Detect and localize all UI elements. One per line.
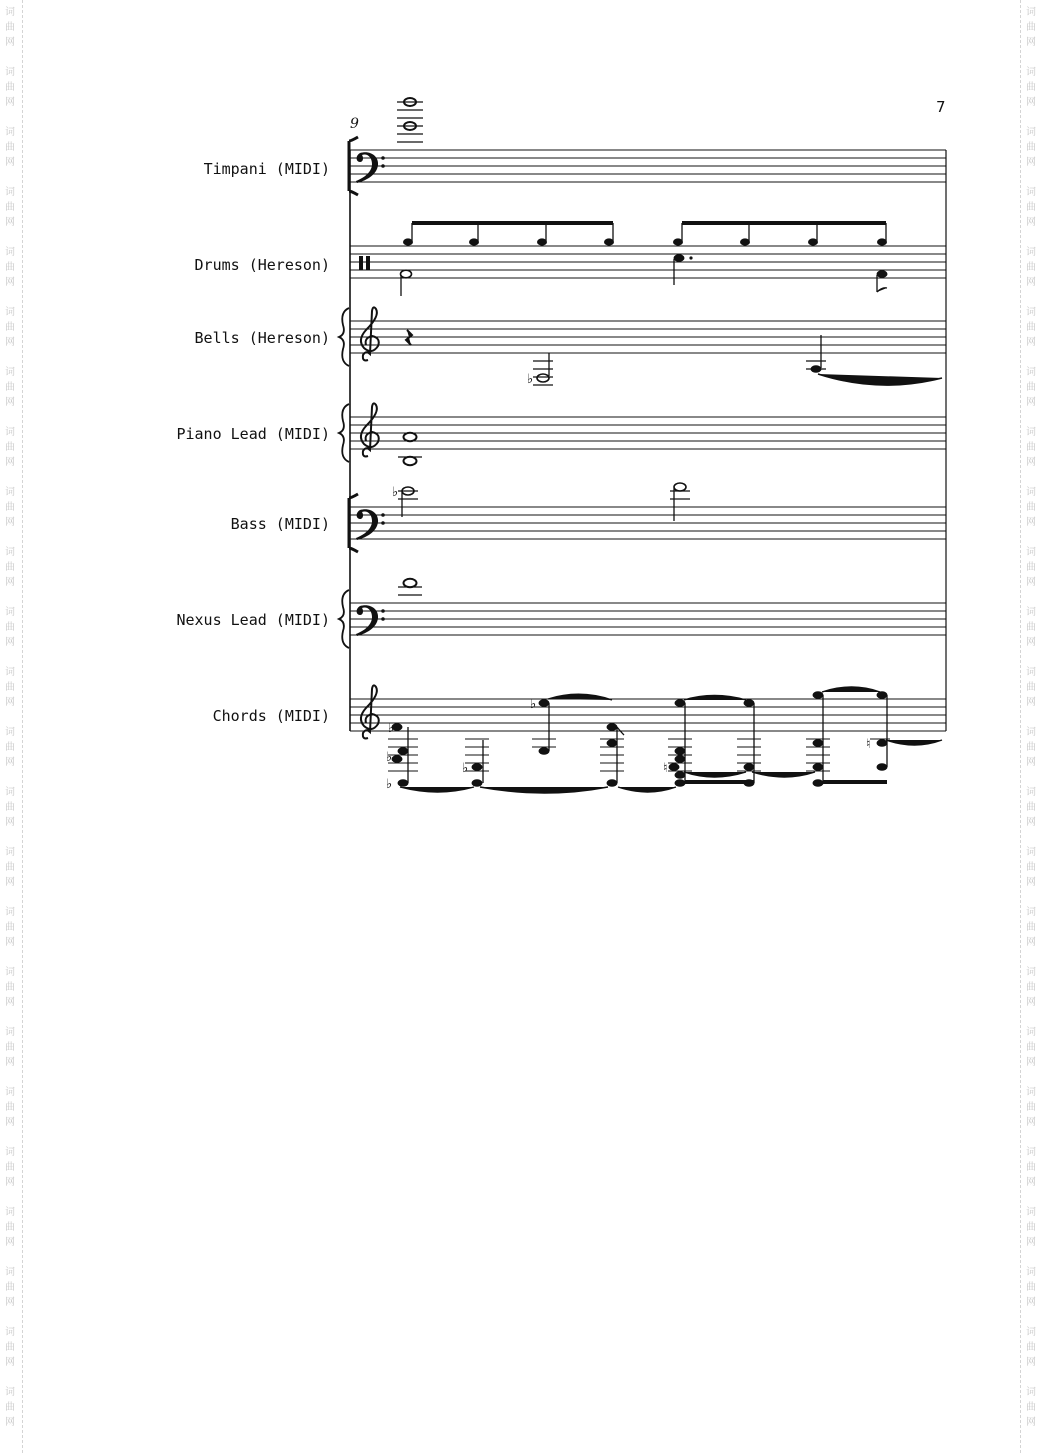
watermark-glyph: 曲 (5, 1042, 15, 1053)
watermark-glyph: 网 (1026, 157, 1036, 168)
watermark-glyph: 曲 (1026, 382, 1036, 393)
watermark-glyph: 曲 (1026, 1402, 1036, 1413)
watermark-glyph: 词 (1026, 1267, 1036, 1278)
watermark-glyph: 网 (1026, 1357, 1036, 1368)
watermark-glyph: 词 (1026, 487, 1036, 498)
bells-notes (406, 330, 942, 387)
watermark-glyph: 词 (1026, 1207, 1036, 1218)
staff-lines (350, 507, 946, 539)
watermark-glyph: 词 (5, 1087, 15, 1098)
watermark-glyph: 词 (1026, 907, 1036, 918)
watermark-glyph: 曲 (5, 922, 15, 933)
svg-text:♭: ♭ (462, 761, 469, 776)
watermark-glyph: 网 (5, 397, 15, 408)
instrument-label-bass: Bass (MIDI) (230, 515, 330, 533)
watermark-glyph: 词 (5, 187, 15, 198)
staff-chords (350, 685, 946, 793)
chords-notes (386, 687, 942, 793)
watermark-glyph: 词 (1026, 787, 1036, 798)
watermark-glyph: 词 (5, 847, 15, 858)
staff-lines (350, 321, 946, 353)
watermark-glyph: 曲 (1026, 742, 1036, 753)
watermark-glyph: 网 (5, 1057, 15, 1068)
watermark-glyph: 词 (5, 307, 15, 318)
watermark-glyph: 曲 (5, 682, 15, 693)
watermark-glyph: 网 (5, 757, 15, 768)
watermark-glyph: 曲 (5, 742, 15, 753)
svg-text:♭: ♭ (530, 697, 537, 712)
bass-clef-icon (356, 509, 385, 540)
watermark-glyph: 词 (5, 367, 15, 378)
watermark-glyph: 词 (1026, 1327, 1036, 1338)
watermark-glyph: 词 (5, 1267, 15, 1278)
watermark-glyph: 网 (5, 457, 15, 468)
page-number: 7 (936, 98, 946, 116)
watermark-glyph: 网 (1026, 1057, 1036, 1068)
percussion-clef-icon (359, 256, 370, 270)
svg-text:♭: ♭ (386, 750, 393, 765)
watermark-glyph: 曲 (5, 1162, 15, 1173)
watermark-glyph: 曲 (5, 1102, 15, 1113)
watermark-glyph: 曲 (5, 322, 15, 333)
watermark-glyph: 词 (1026, 67, 1036, 78)
watermark-glyph: 词 (5, 247, 15, 258)
treble-clef-icon (361, 307, 379, 360)
watermark-glyph: 网 (5, 1357, 15, 1368)
staff-drums (350, 221, 946, 296)
watermark-glyph: 词 (5, 1027, 15, 1038)
watermark-glyph: 网 (1026, 1417, 1036, 1428)
watermark-glyph: 曲 (5, 1222, 15, 1233)
watermark-glyph: 曲 (1026, 682, 1036, 693)
measure-number: 9 (350, 116, 359, 132)
watermark-glyph: 词 (5, 127, 15, 138)
watermark-glyph: 曲 (1026, 622, 1036, 633)
watermark-glyph: 网 (5, 1297, 15, 1308)
watermark-glyph: 网 (1026, 637, 1036, 648)
watermark-glyph: 曲 (5, 82, 15, 93)
watermark-glyph: 词 (1026, 1027, 1036, 1038)
instrument-label-nexus-lead: Nexus Lead (MIDI) (176, 611, 330, 629)
watermark-glyph: 网 (5, 277, 15, 288)
watermark-glyph: 曲 (1026, 1342, 1036, 1353)
staff-lines (350, 150, 946, 182)
watermark-glyph: 网 (1026, 937, 1036, 948)
watermark-glyph: 网 (1026, 97, 1036, 108)
watermark-glyph: 词 (1026, 847, 1036, 858)
svg-text:♭: ♭ (392, 485, 399, 500)
watermark-glyph: 网 (1026, 277, 1036, 288)
watermark-glyph: 词 (5, 667, 15, 678)
watermark-glyph: 词 (5, 607, 15, 618)
watermark-glyph: 网 (5, 337, 15, 348)
watermark-glyph: 词 (1026, 547, 1036, 558)
svg-text:♭: ♭ (388, 721, 395, 736)
watermark-glyph: 曲 (5, 202, 15, 213)
watermark-glyph: 曲 (1026, 262, 1036, 273)
watermark-glyph: 曲 (5, 1402, 15, 1413)
staff-lines (350, 417, 946, 449)
watermark-glyph: 词 (1026, 127, 1036, 138)
watermark-glyph: 曲 (5, 442, 15, 453)
watermark-glyph: 曲 (5, 502, 15, 513)
instrument-label-bells: Bells (Hereson) (194, 329, 330, 347)
watermark-glyph: 曲 (5, 862, 15, 873)
watermark-glyph: 网 (1026, 817, 1036, 828)
watermark-glyph: 网 (5, 817, 15, 828)
watermark-glyph: 网 (1026, 337, 1036, 348)
watermark-glyph: 词 (1026, 967, 1036, 978)
bass-clef-icon (356, 152, 385, 183)
watermark-glyph: 词 (1026, 1087, 1036, 1098)
watermark-glyph: 网 (5, 1177, 15, 1188)
watermark-glyph: 词 (5, 1387, 15, 1398)
staff-lines (350, 603, 946, 635)
staff-bass (349, 483, 946, 552)
brace-nexus (339, 590, 349, 648)
watermark-glyph: 词 (1026, 307, 1036, 318)
watermark-glyph: 曲 (1026, 1282, 1036, 1293)
svg-text:♮: ♮ (866, 737, 871, 752)
watermark-glyph: 曲 (5, 22, 15, 33)
watermark-glyph: 曲 (1026, 1042, 1036, 1053)
watermark-glyph: 曲 (1026, 502, 1036, 513)
watermark-glyph: 网 (5, 1237, 15, 1248)
instrument-label-drums: Drums (Hereson) (194, 256, 330, 274)
instrument-label-timpani: Timpani (MIDI) (203, 160, 330, 178)
watermark-glyph: 词 (5, 487, 15, 498)
watermark-glyph: 词 (5, 1327, 15, 1338)
watermark-glyph: 网 (1026, 1237, 1036, 1248)
bass-clef-icon (356, 605, 385, 636)
watermark-glyph: 词 (1026, 727, 1036, 738)
watermark-glyph: 词 (5, 787, 15, 798)
watermark-glyph: 曲 (1026, 922, 1036, 933)
watermark-glyph: 网 (1026, 757, 1036, 768)
watermark-glyph: 词 (5, 967, 15, 978)
watermark-glyph: 网 (1026, 517, 1036, 528)
watermark-glyph: 曲 (1026, 82, 1036, 93)
watermark-glyph: 词 (1026, 427, 1036, 438)
watermark-glyph: 词 (5, 427, 15, 438)
watermark-glyph: 曲 (1026, 322, 1036, 333)
drum-lower-voice (401, 254, 888, 296)
watermark-glyph: 曲 (1026, 982, 1036, 993)
staff-lines (350, 699, 946, 731)
brace-bells (339, 308, 349, 366)
watermark-glyph: 曲 (1026, 562, 1036, 573)
brace-piano (339, 404, 349, 462)
watermark-glyph: 词 (5, 547, 15, 558)
watermark-glyph: 网 (1026, 217, 1036, 228)
watermark-glyph: 词 (1026, 7, 1036, 18)
watermark-glyph: 词 (5, 67, 15, 78)
instrument-label-piano-lead: Piano Lead (MIDI) (176, 425, 330, 443)
watermark-glyph: 网 (1026, 577, 1036, 588)
staff-bells (339, 307, 946, 387)
watermark-glyph: 网 (5, 877, 15, 888)
watermark-glyph: 网 (5, 1117, 15, 1128)
watermark-glyph: 词 (1026, 367, 1036, 378)
svg-text:♭: ♭ (386, 777, 393, 792)
watermark-glyph: 曲 (1026, 1102, 1036, 1113)
watermark-glyph: 曲 (5, 142, 15, 153)
treble-clef-icon (361, 685, 379, 738)
watermark-glyph: 曲 (5, 1282, 15, 1293)
watermark-glyph: 曲 (5, 262, 15, 273)
watermark-glyph: 词 (1026, 1387, 1036, 1398)
watermark-glyph: 网 (1026, 457, 1036, 468)
watermark-glyph: 曲 (1026, 1222, 1036, 1233)
watermark-glyph: 词 (1026, 187, 1036, 198)
watermark-glyph: 网 (1026, 1117, 1036, 1128)
watermark-glyph: 网 (1026, 877, 1036, 888)
watermark-glyph: 词 (5, 907, 15, 918)
watermark-glyph: 网 (1026, 37, 1036, 48)
watermark-glyph: 网 (5, 637, 15, 648)
watermark-glyph: 网 (5, 157, 15, 168)
treble-clef-icon (361, 403, 379, 456)
watermark-glyph: 词 (1026, 1147, 1036, 1158)
watermark-glyph: 网 (5, 1417, 15, 1428)
watermark-glyph: 曲 (1026, 802, 1036, 813)
staff-nexus-lead (339, 579, 946, 648)
staff-piano-lead (339, 403, 946, 465)
watermark-glyph: 曲 (5, 622, 15, 633)
watermark-glyph: 曲 (1026, 862, 1036, 873)
watermark-glyph: 网 (1026, 1297, 1036, 1308)
staff-lines (350, 246, 946, 278)
timpani-whole-notes (397, 98, 423, 142)
watermark-glyph: 曲 (1026, 22, 1036, 33)
watermark-glyph: 网 (1026, 997, 1036, 1008)
watermark-glyph: 曲 (1026, 1162, 1036, 1173)
watermark-glyph: 网 (5, 517, 15, 528)
watermark-glyph: 词 (5, 1207, 15, 1218)
watermark-glyph: 词 (1026, 667, 1036, 678)
watermark-glyph: 网 (5, 937, 15, 948)
watermark-glyph: 网 (5, 697, 15, 708)
watermark-glyph: 曲 (5, 1342, 15, 1353)
svg-text:♮: ♮ (663, 761, 668, 776)
watermark-glyph: 网 (5, 997, 15, 1008)
watermark-glyph: 网 (1026, 397, 1036, 408)
watermark-glyph: 词 (1026, 607, 1036, 618)
watermark-glyph: 词 (1026, 247, 1036, 258)
watermark-glyph: 词 (5, 727, 15, 738)
watermark-glyph: 网 (1026, 1177, 1036, 1188)
watermark-glyph: 网 (5, 217, 15, 228)
watermark-glyph: 网 (5, 577, 15, 588)
staff-timpani (349, 98, 946, 195)
watermark-glyph: 曲 (5, 382, 15, 393)
watermark-glyph: 曲 (1026, 202, 1036, 213)
watermark-glyph: 曲 (5, 562, 15, 573)
watermark-glyph: 网 (5, 37, 15, 48)
watermark-glyph: 词 (5, 7, 15, 18)
drum-hihat-eighths (403, 221, 887, 246)
watermark-glyph: 曲 (5, 802, 15, 813)
nexus-whole-note (398, 579, 422, 595)
svg-text:♭: ♭ (527, 372, 534, 387)
watermark-glyph: 曲 (5, 982, 15, 993)
watermark-glyph: 词 (5, 1147, 15, 1158)
watermark-glyph: 曲 (1026, 142, 1036, 153)
watermark-glyph: 网 (1026, 697, 1036, 708)
watermark-glyph: 曲 (1026, 442, 1036, 453)
watermark-glyph: 网 (5, 97, 15, 108)
instrument-label-chords: Chords (MIDI) (212, 707, 330, 725)
